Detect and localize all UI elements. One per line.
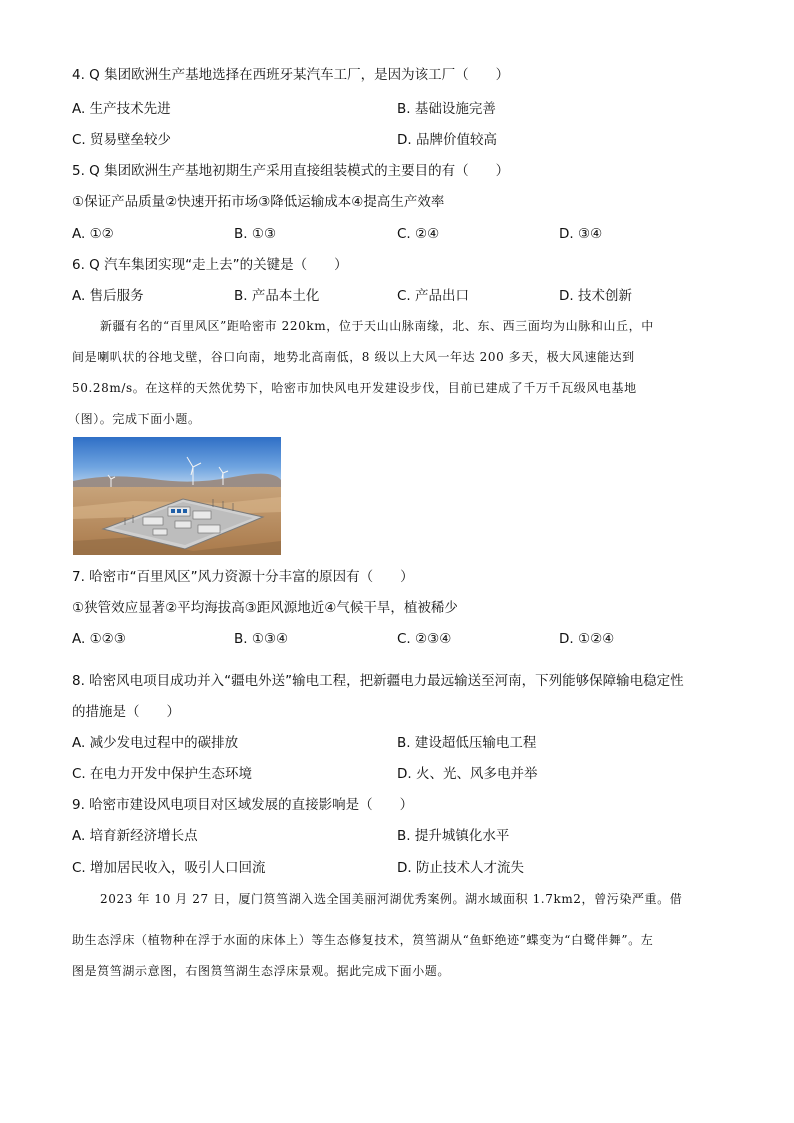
q7-option-b: B. ①③④: [234, 631, 289, 647]
q9-option-b: B. 提升城镇化水平: [397, 828, 510, 844]
q6-option-d: D. 技术创新: [559, 288, 632, 304]
q9-stem: 9. 哈密市建设风电项目对区域发展的直接影响是（ ）: [72, 797, 414, 813]
passage2-line2: 助生态浮床（植物种在浮于水面的床体上）等生态修复技术，筼筜湖从“鱼虾绝迹”蝶变为“白鹭伴舞”。左: [72, 933, 654, 947]
q8-option-c: C. 在电力开发中保护生态环境: [72, 766, 253, 782]
q5-option-d: D. ③④: [559, 226, 603, 242]
q7-items: ①狭管效应显著②平均海拔高③距风源地近④气候干旱，植被稀少: [72, 600, 458, 616]
q8-stem-line1: 8. 哈密风电项目成功并入“疆电外送”输电工程，把新疆电力最远输送至河南，下列能够保障输电稳定性: [72, 673, 684, 689]
q6-stem: 6. Q 汽车集团实现“走上去”的关键是（ ）: [72, 257, 348, 273]
q5-option-a: A. ①②: [72, 226, 114, 242]
q8-stem-line2: 的措施是（ ）: [72, 704, 180, 720]
passage1-line1: 新疆有名的“百里风区”距哈密市 220km，位于天山山脉南缘，北、东、西三面均为山脉和山丘，中: [100, 319, 654, 333]
q8-option-a: A. 减少发电过程中的碳排放: [72, 735, 239, 751]
passage1-line4: （图）。完成下面小题。: [68, 412, 201, 426]
q4-option-b: B. 基础设施完善: [397, 101, 496, 117]
q6-option-c: C. 产品出口: [397, 288, 470, 304]
q9-option-a: A. 培育新经济增长点: [72, 828, 198, 844]
q9-option-d: D. 防止技术人才流失: [397, 860, 524, 876]
q5-stem: 5. Q 集团欧洲生产基地初期生产采用直接组装模式的主要目的有（ ）: [72, 163, 510, 179]
passage1-line2: 间是喇叭状的谷地戈壁，谷口向南，地势北高南低，8 级以上大风一年达 200 多天，极大风速能达到: [72, 350, 635, 364]
q5-option-b: B. ①③: [234, 226, 277, 242]
wind-farm-photo: [73, 437, 281, 555]
q8-option-d: D. 火、光、风多电并举: [397, 766, 538, 782]
q5-items: ①保证产品质量②快速开拓市场③降低运输成本④提高生产效率: [72, 194, 445, 210]
q8-option-b: B. 建设超低压输电工程: [397, 735, 537, 751]
q7-option-d: D. ①②④: [559, 631, 615, 647]
passage2-line1: 2023 年 10 月 27 日，厦门筼筜湖入选全国美丽河湖优秀案例。湖水域面积 1.7km2，曾污染严重。借: [100, 892, 683, 906]
q4-stem: 4. Q 集团欧洲生产基地选择在西班牙某汽车工厂，是因为该工厂（ ）: [72, 67, 510, 83]
q7-stem: 7. 哈密市“百里风区”风力资源十分丰富的原因有（ ）: [72, 569, 414, 585]
q6-option-a: A. 售后服务: [72, 288, 144, 304]
q7-option-c: C. ②③④: [397, 631, 452, 647]
q9-option-c: C. 增加居民收入，吸引人口回流: [72, 860, 266, 876]
q4-option-c: C. 贸易壁垒较少: [72, 132, 172, 148]
q7-option-a: A. ①②③: [72, 631, 126, 647]
passage2-line3: 图是筼筜湖示意图，右图筼筜湖生态浮床景观。据此完成下面小题。: [72, 964, 451, 978]
q4-option-d: D. 品牌价值较高: [397, 132, 497, 148]
q4-option-a: A. 生产技术先进: [72, 101, 171, 117]
q6-option-b: B. 产品本土化: [234, 288, 320, 304]
passage1-line3: 50.28m/s。在这样的天然优势下，哈密市加快风电开发建设步伐，目前已建成了千万千瓦级风电基地: [72, 381, 637, 395]
q5-option-c: C. ②④: [397, 226, 440, 242]
